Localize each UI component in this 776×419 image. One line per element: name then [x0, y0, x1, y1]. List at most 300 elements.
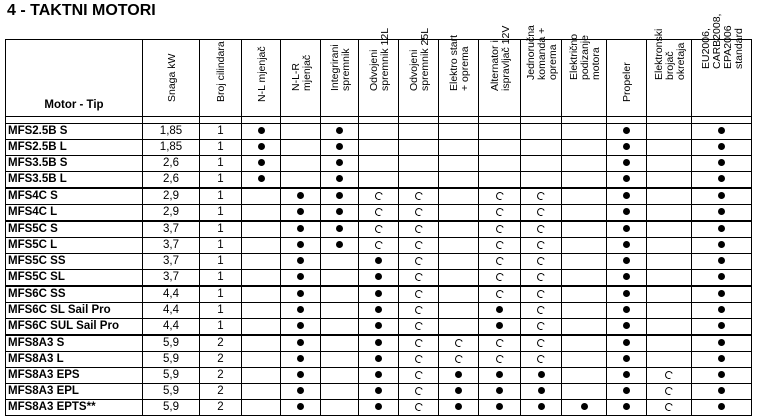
cell-alt	[479, 221, 521, 238]
cell-kw: 5,9	[143, 384, 200, 400]
cell-es	[439, 254, 479, 270]
table-row	[6, 188, 752, 205]
cell-kw: 4,4	[143, 286, 200, 303]
cell-cyl: 1	[200, 270, 242, 287]
cell-prop	[607, 254, 647, 270]
filled-dot-icon	[297, 387, 304, 394]
cell-nl	[242, 188, 281, 205]
open-circle-icon	[373, 240, 383, 250]
cell-cyl: 2	[200, 352, 242, 368]
open-circle-icon	[373, 191, 383, 201]
cell-prop	[607, 156, 647, 172]
cell-nl	[242, 384, 281, 400]
cell-int	[321, 124, 359, 140]
cell-eb	[647, 319, 692, 336]
cell-cyl: 2	[200, 368, 242, 384]
header-es: Elektro start + oprema	[439, 40, 479, 117]
cell-model: MFS2.5B S	[6, 124, 143, 140]
filled-dot-icon	[718, 339, 725, 346]
cell-elp	[562, 205, 607, 222]
table-row	[6, 352, 752, 368]
cell-std	[692, 384, 752, 400]
cell-eb	[647, 352, 692, 368]
cell-model: MFS4C S	[6, 188, 143, 205]
cell-eb	[647, 303, 692, 319]
filled-dot-icon	[336, 241, 343, 248]
cell-model: MFS8A3 EPL	[6, 384, 143, 400]
cell-t25	[399, 303, 439, 319]
cell-cyl: 2	[200, 384, 242, 400]
cell-cyl: 2	[200, 335, 242, 352]
cell-elp	[562, 124, 607, 140]
filled-dot-icon	[336, 159, 343, 166]
filled-dot-icon	[718, 306, 725, 313]
filled-dot-icon	[538, 371, 545, 378]
cell-eb	[647, 221, 692, 238]
cell-cyl: 1	[200, 319, 242, 336]
filled-dot-icon	[496, 306, 503, 313]
open-circle-icon	[494, 240, 504, 250]
cell-alt	[479, 352, 521, 368]
open-circle-icon	[536, 240, 546, 250]
cell-es	[439, 221, 479, 238]
open-circle-icon	[536, 354, 546, 364]
cell-prop	[607, 384, 647, 400]
cell-std	[692, 352, 752, 368]
filled-dot-icon	[336, 208, 343, 215]
cell-es	[439, 172, 479, 189]
cell-elp	[562, 319, 607, 336]
cell-alt	[479, 335, 521, 352]
filled-dot-icon	[718, 175, 725, 182]
filled-dot-icon	[718, 403, 725, 410]
cell-eb	[647, 368, 692, 384]
header-kw: Snaga kW	[143, 40, 200, 117]
cell-cyl: 1	[200, 205, 242, 222]
filled-dot-icon	[623, 290, 630, 297]
cell-int	[321, 352, 359, 368]
cell-nl	[242, 303, 281, 319]
cell-jed	[521, 188, 562, 205]
open-circle-icon	[453, 338, 463, 348]
cell-t12	[359, 254, 399, 270]
cell-prop	[607, 172, 647, 189]
cell-elp	[562, 303, 607, 319]
open-circle-icon	[494, 272, 504, 282]
cell-t25	[399, 335, 439, 352]
filled-dot-icon	[623, 403, 630, 410]
cell-kw: 5,9	[143, 368, 200, 384]
cell-elp	[562, 156, 607, 172]
cell-model: MFS5C SS	[6, 254, 143, 270]
cell-kw: 4,4	[143, 319, 200, 336]
cell-es	[439, 335, 479, 352]
cell-alt	[479, 319, 521, 336]
filled-dot-icon	[455, 371, 462, 378]
cell-t12	[359, 384, 399, 400]
cell-t12	[359, 335, 399, 352]
cell-nl	[242, 221, 281, 238]
open-circle-icon	[494, 191, 504, 201]
page-title: 4 - TAKTNI MOTORI	[7, 2, 156, 19]
cell-es	[439, 156, 479, 172]
filled-dot-icon	[623, 192, 630, 199]
cell-t25	[399, 172, 439, 189]
cell-model: MFS4C L	[6, 205, 143, 222]
cell-std	[692, 254, 752, 270]
cell-eb	[647, 188, 692, 205]
table-row	[6, 140, 752, 156]
cell-es	[439, 140, 479, 156]
table-row	[6, 400, 752, 416]
filled-dot-icon	[496, 403, 503, 410]
cell-nlr	[281, 140, 321, 156]
cell-nlr	[281, 319, 321, 336]
filled-dot-icon	[297, 339, 304, 346]
cell-eb	[647, 270, 692, 287]
open-circle-icon	[413, 191, 423, 201]
filled-dot-icon	[496, 371, 503, 378]
filled-dot-icon	[718, 387, 725, 394]
filled-dot-icon	[623, 273, 630, 280]
cell-int	[321, 270, 359, 287]
table-row	[6, 303, 752, 319]
cell-elp	[562, 270, 607, 287]
cell-jed	[521, 400, 562, 416]
cell-kw: 2,9	[143, 205, 200, 222]
cell-prop	[607, 352, 647, 368]
cell-elp	[562, 286, 607, 303]
header-nl: N-L mjenjač	[242, 40, 281, 117]
cell-jed	[521, 368, 562, 384]
cell-kw: 5,9	[143, 400, 200, 416]
cell-prop	[607, 140, 647, 156]
cell-t12	[359, 238, 399, 254]
cell-nlr	[281, 172, 321, 189]
header-elp: Električno podizanje motora	[562, 40, 607, 117]
filled-dot-icon	[623, 175, 630, 182]
filled-dot-icon	[297, 290, 304, 297]
open-circle-icon	[494, 289, 504, 299]
filled-dot-icon	[336, 225, 343, 232]
open-circle-icon	[536, 305, 546, 315]
table-row	[6, 319, 752, 336]
cell-jed	[521, 172, 562, 189]
filled-dot-icon	[718, 208, 725, 215]
cell-t25	[399, 270, 439, 287]
cell-elp	[562, 140, 607, 156]
cell-t25	[399, 286, 439, 303]
cell-t25	[399, 221, 439, 238]
open-circle-icon	[536, 207, 546, 217]
cell-nl	[242, 238, 281, 254]
filled-dot-icon	[375, 290, 382, 297]
open-circle-icon	[373, 207, 383, 217]
cell-nlr	[281, 335, 321, 352]
filled-dot-icon	[623, 241, 630, 248]
cell-kw: 3,7	[143, 254, 200, 270]
cell-nl	[242, 156, 281, 172]
table-row	[6, 368, 752, 384]
filled-dot-icon	[623, 387, 630, 394]
cell-nlr	[281, 188, 321, 205]
cell-alt	[479, 140, 521, 156]
cell-cyl: 1	[200, 254, 242, 270]
table-row	[6, 286, 752, 303]
filled-dot-icon	[538, 403, 545, 410]
cell-t25	[399, 205, 439, 222]
cell-kw: 4,4	[143, 303, 200, 319]
open-circle-icon	[413, 370, 423, 380]
header-int: Integrirani spremnik	[321, 40, 359, 117]
filled-dot-icon	[258, 143, 265, 150]
open-circle-icon	[536, 338, 546, 348]
cell-alt	[479, 156, 521, 172]
cell-elp	[562, 384, 607, 400]
cell-model: MFS5C L	[6, 238, 143, 254]
open-circle-icon	[453, 354, 463, 364]
cell-nlr	[281, 400, 321, 416]
cell-std	[692, 140, 752, 156]
cell-t25	[399, 352, 439, 368]
header-cyl: Broj cilindara	[200, 40, 242, 117]
open-circle-icon	[413, 402, 423, 412]
cell-es	[439, 319, 479, 336]
filled-dot-icon	[455, 403, 462, 410]
cell-nlr	[281, 270, 321, 287]
cell-int	[321, 286, 359, 303]
header-std: EU2006, CARB2008, EPA2006 standard	[692, 40, 752, 117]
filled-dot-icon	[297, 192, 304, 199]
cell-jed	[521, 303, 562, 319]
cell-int	[321, 335, 359, 352]
cell-prop	[607, 205, 647, 222]
cell-int	[321, 140, 359, 156]
header-alt: Alternator i ispravljač 12V	[479, 40, 521, 117]
cell-std	[692, 270, 752, 287]
open-circle-icon	[373, 224, 383, 234]
cell-cyl: 1	[200, 221, 242, 238]
open-circle-icon	[413, 240, 423, 250]
cell-jed	[521, 286, 562, 303]
filled-dot-icon	[623, 339, 630, 346]
open-circle-icon	[494, 256, 504, 266]
table-row	[6, 335, 752, 352]
cell-nlr	[281, 352, 321, 368]
open-circle-icon	[413, 256, 423, 266]
cell-nl	[242, 205, 281, 222]
open-circle-icon	[494, 207, 504, 217]
filled-dot-icon	[623, 371, 630, 378]
header-t12: Odvojeni spremnik 12L	[359, 40, 399, 117]
cell-model: MFS8A3 EPTS**	[6, 400, 143, 416]
filled-dot-icon	[718, 225, 725, 232]
cell-int	[321, 172, 359, 189]
cell-nl	[242, 140, 281, 156]
cell-jed	[521, 254, 562, 270]
cell-int	[321, 221, 359, 238]
cell-nlr	[281, 254, 321, 270]
cell-model: MFS8A3 EPS	[6, 368, 143, 384]
filled-dot-icon	[297, 225, 304, 232]
cell-prop	[607, 221, 647, 238]
cell-eb	[647, 335, 692, 352]
cell-t12	[359, 140, 399, 156]
cell-t12	[359, 221, 399, 238]
cell-eb	[647, 140, 692, 156]
filled-dot-icon	[375, 355, 382, 362]
cell-nlr	[281, 205, 321, 222]
filled-dot-icon	[581, 403, 588, 410]
cell-es	[439, 286, 479, 303]
cell-nlr	[281, 124, 321, 140]
cell-es	[439, 303, 479, 319]
header-t25: Odvojeni spremnik 25L	[399, 40, 439, 117]
cell-model: MFS3.5B S	[6, 156, 143, 172]
cell-jed	[521, 270, 562, 287]
filled-dot-icon	[375, 403, 382, 410]
table-row	[6, 205, 752, 222]
cell-t12	[359, 352, 399, 368]
table-row	[6, 221, 752, 238]
cell-eb	[647, 238, 692, 254]
filled-dot-icon	[258, 175, 265, 182]
cell-elp	[562, 352, 607, 368]
filled-dot-icon	[297, 208, 304, 215]
cell-alt	[479, 254, 521, 270]
filled-dot-icon	[718, 127, 725, 134]
cell-model: MFS5C S	[6, 221, 143, 238]
cell-elp	[562, 188, 607, 205]
open-circle-icon	[536, 256, 546, 266]
cell-eb	[647, 172, 692, 189]
cell-eb	[647, 286, 692, 303]
filled-dot-icon	[623, 257, 630, 264]
filled-dot-icon	[718, 322, 725, 329]
cell-nl	[242, 400, 281, 416]
open-circle-icon	[413, 224, 423, 234]
cell-model: MFS6C SL Sail Pro	[6, 303, 143, 319]
cell-jed	[521, 384, 562, 400]
open-circle-icon	[413, 338, 423, 348]
filled-dot-icon	[623, 159, 630, 166]
cell-prop	[607, 303, 647, 319]
cell-std	[692, 124, 752, 140]
cell-kw: 3,7	[143, 270, 200, 287]
cell-int	[321, 205, 359, 222]
cell-nlr	[281, 286, 321, 303]
open-circle-icon	[536, 191, 546, 201]
filled-dot-icon	[623, 143, 630, 150]
cell-nl	[242, 352, 281, 368]
cell-t25	[399, 384, 439, 400]
cell-jed	[521, 156, 562, 172]
cell-std	[692, 221, 752, 238]
cell-nl	[242, 124, 281, 140]
cell-nlr	[281, 156, 321, 172]
cell-t25	[399, 156, 439, 172]
cell-std	[692, 205, 752, 222]
cell-es	[439, 205, 479, 222]
filled-dot-icon	[718, 273, 725, 280]
cell-t12	[359, 286, 399, 303]
cell-alt	[479, 124, 521, 140]
filled-dot-icon	[297, 273, 304, 280]
cell-kw: 3,7	[143, 221, 200, 238]
filled-dot-icon	[375, 339, 382, 346]
cell-int	[321, 368, 359, 384]
table-row	[6, 254, 752, 270]
cell-elp	[562, 335, 607, 352]
cell-int	[321, 188, 359, 205]
cell-nl	[242, 335, 281, 352]
cell-std	[692, 303, 752, 319]
table-row	[6, 238, 752, 254]
cell-int	[321, 303, 359, 319]
filled-dot-icon	[496, 387, 503, 394]
cell-jed	[521, 124, 562, 140]
filled-dot-icon	[336, 127, 343, 134]
spec-table	[5, 13, 752, 416]
open-circle-icon	[413, 386, 423, 396]
open-circle-icon	[413, 321, 423, 331]
cell-jed	[521, 352, 562, 368]
filled-dot-icon	[375, 371, 382, 378]
cell-eb	[647, 400, 692, 416]
cell-es	[439, 238, 479, 254]
cell-prop	[607, 188, 647, 205]
open-circle-icon	[536, 272, 546, 282]
filled-dot-icon	[297, 355, 304, 362]
cell-t25	[399, 400, 439, 416]
cell-std	[692, 238, 752, 254]
cell-int	[321, 400, 359, 416]
cell-nl	[242, 368, 281, 384]
cell-eb	[647, 384, 692, 400]
cell-t12	[359, 400, 399, 416]
cell-kw: 2,9	[143, 188, 200, 205]
header-row	[6, 40, 752, 117]
filled-dot-icon	[623, 322, 630, 329]
cell-es	[439, 384, 479, 400]
cell-es	[439, 124, 479, 140]
cell-t12	[359, 368, 399, 384]
filled-dot-icon	[297, 257, 304, 264]
cell-int	[321, 156, 359, 172]
table-row	[6, 156, 752, 172]
filled-dot-icon	[623, 355, 630, 362]
cell-cyl: 1	[200, 238, 242, 254]
cell-nl	[242, 172, 281, 189]
filled-dot-icon	[623, 127, 630, 134]
cell-t25	[399, 188, 439, 205]
filled-dot-icon	[455, 387, 462, 394]
open-circle-icon	[413, 289, 423, 299]
filled-dot-icon	[623, 225, 630, 232]
cell-alt	[479, 172, 521, 189]
filled-dot-icon	[718, 192, 725, 199]
cell-t12	[359, 303, 399, 319]
cell-nlr	[281, 221, 321, 238]
cell-jed	[521, 221, 562, 238]
filled-dot-icon	[336, 143, 343, 150]
cell-alt	[479, 384, 521, 400]
open-circle-icon	[664, 402, 674, 412]
cell-t12	[359, 156, 399, 172]
open-circle-icon	[536, 321, 546, 331]
cell-cyl: 1	[200, 156, 242, 172]
cell-prop	[607, 238, 647, 254]
